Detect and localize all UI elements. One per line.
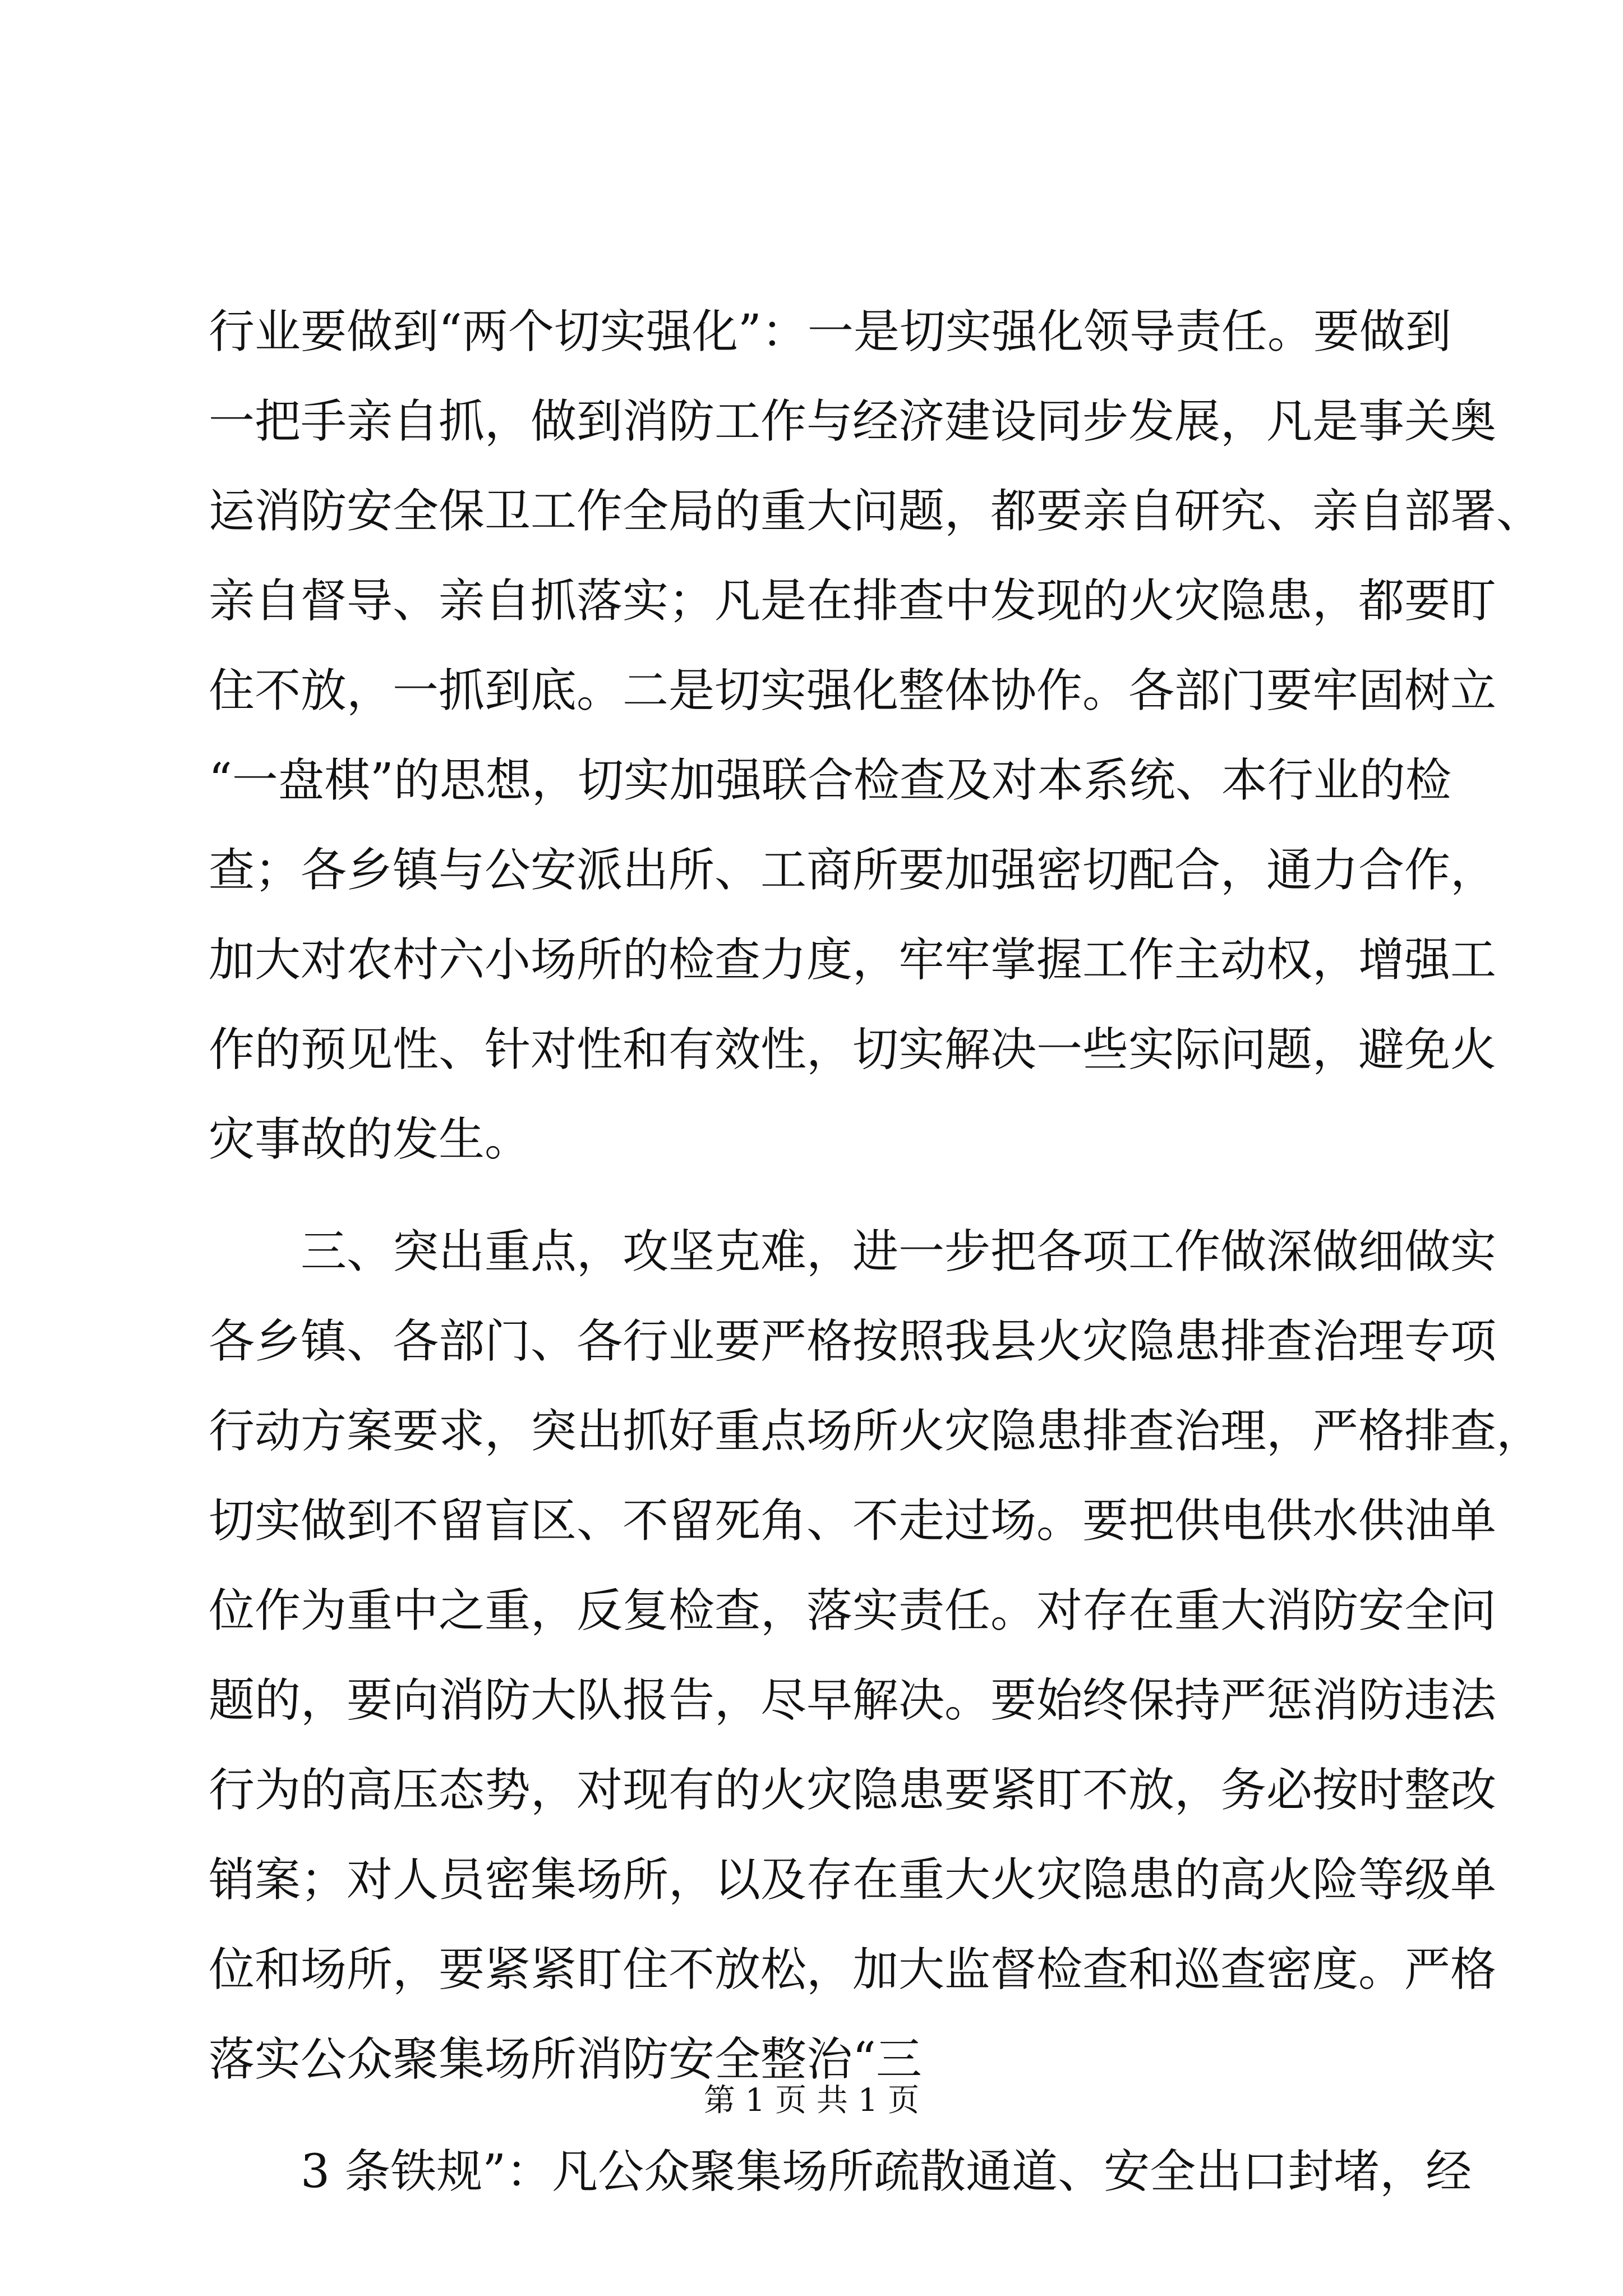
text-line: 各乡镇、各部门、各行业要严格按照我县火灾隐患排查治理专项 — [209, 1315, 1497, 1368]
text-line: 行业要做到“两个切实强化”：一是切实强化领导责任。要做到 — [209, 305, 1451, 358]
text-line: 运消防安全保卫工作全局的重大问题，都要亲自研究、亲自部署、 — [209, 485, 1543, 538]
paragraph-gap — [209, 1185, 1437, 1207]
section-heading: 三、突出重点，攻坚克难，进一步把各项工作做深做细做实 — [301, 1225, 1497, 1278]
text-line: 切实做到不留盲区、不留死角、不走过场。要把供电供水供油单 — [209, 1494, 1497, 1548]
text-line: 销案；对人员密集场所，以及存在重大火灾隐患的高火险等级单 — [209, 1853, 1497, 1907]
text-line: 灾事故的发生。 — [209, 1113, 531, 1166]
text-line: 落实公众聚集场所消防安全整治“三 — [209, 2033, 922, 2086]
paragraph-2 — [209, 1207, 1543, 2105]
text-line: 行为的高压态势，对现有的火灾隐患要紧盯不放，务必按时整改 — [209, 1764, 1497, 1817]
paragraph-3 — [209, 2127, 1472, 2217]
document-body — [209, 287, 1543, 2217]
text-line: 位和场所，要紧紧盯住不放松，加大监督检查和巡查密度。严格 — [209, 1943, 1497, 1996]
text-line: 一把手亲自抓，做到消防工作与经济建设同步发展，凡是事关奥 — [209, 395, 1497, 448]
text-line: 查；各乡镇与公安派出所、工商所要加强密切配合，通力合作， — [209, 844, 1497, 897]
text-line: 行动方案要求，突出抓好重点场所火灾隐患排查治理，严格排查， — [209, 1405, 1543, 1458]
text-line: 加大对农村六小场所的检查力度，牢牢掌握工作主动权，增强工 — [209, 933, 1497, 987]
text-line: 位作为重中之重，反复检查，落实责任。对存在重大消防安全问 — [209, 1584, 1497, 1637]
paragraph-1 — [209, 287, 1543, 1185]
page-footer — [0, 2078, 1623, 2123]
text-line: 题的，要向消防大队报告，尽早解决。要始终保持严惩消防违法 — [209, 1674, 1497, 1727]
text-line: “一盘棋”的思想，切实加强联合检查及对本系统、本行业的检 — [209, 754, 1451, 807]
page-number-label: 第 1 页 共 1 页 — [703, 2082, 920, 2119]
text-line: 作的预见性、针对性和有效性，切实解决一些实际问题，避免火 — [209, 1023, 1497, 1076]
text-line: 住不放，一抓到底。二是切实强化整体协作。各部门要牢固树立 — [209, 664, 1497, 717]
text-line: 3 条铁规”：凡公众聚集场所疏散通道、安全出口封堵，经 — [301, 2145, 1472, 2198]
text-line: 亲自督导、亲自抓落实；凡是在排查中发现的火灾隐患，都要盯 — [209, 574, 1497, 628]
